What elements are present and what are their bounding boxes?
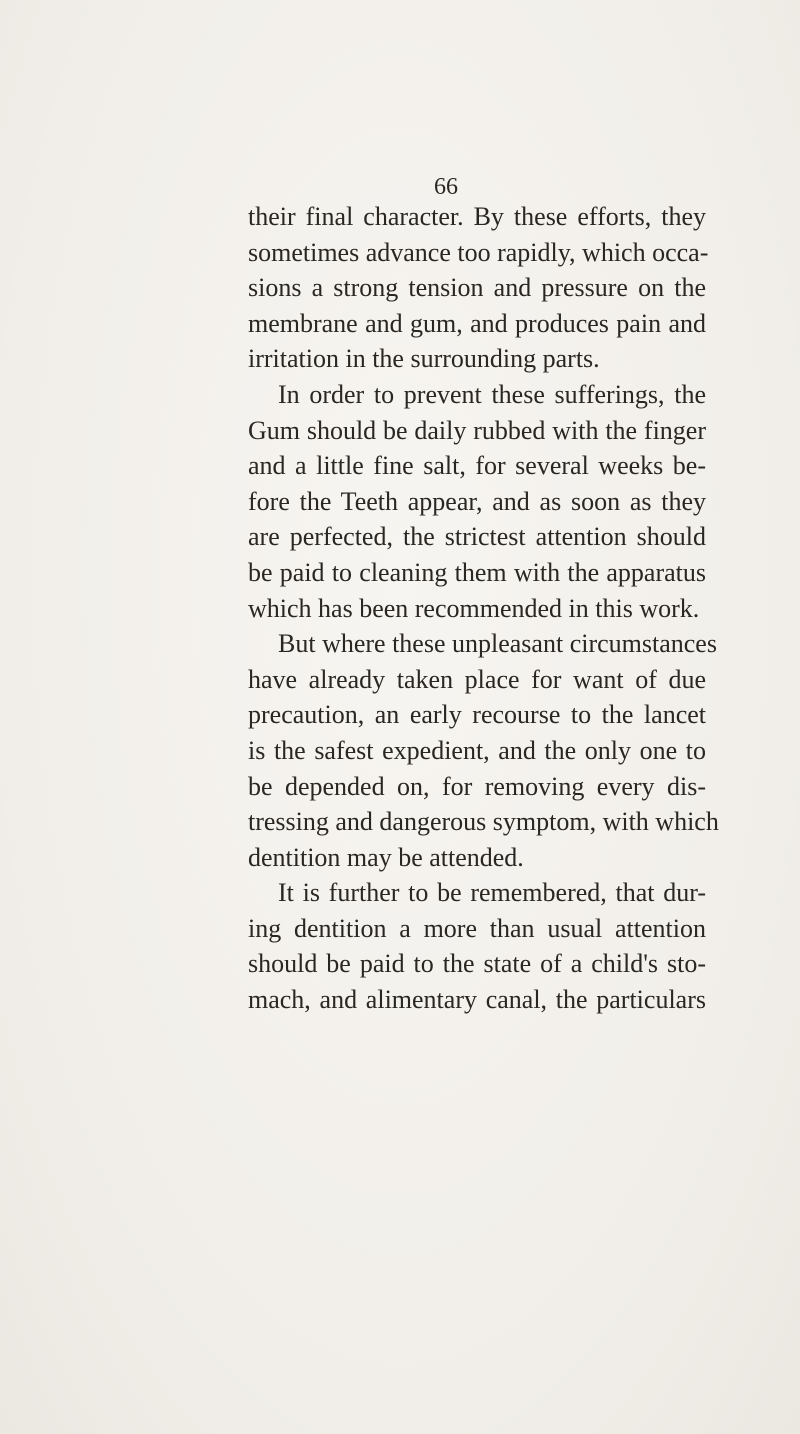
paragraph-start-line: It is further to be remembered, that dur- <box>278 878 706 908</box>
text-line: fore the Teeth appear, and as soon as they <box>248 486 706 516</box>
page-number: 66 <box>434 174 458 200</box>
text-line: which has been recommended in this work. <box>248 593 700 623</box>
body-text <box>248 199 719 1018</box>
text-line: irritation in the surrounding parts. <box>248 344 600 374</box>
text-line: tressing and dangerous symptom, with which <box>248 807 719 837</box>
text-line: mach, and alimentary canal, the particulars <box>248 985 706 1015</box>
text-line: Gum should be daily rubbed with the finger <box>248 415 706 445</box>
text-line: and a little fine salt, for several weeks be- <box>248 451 706 481</box>
text-line: sions a strong tension and pressure on the <box>248 273 706 303</box>
text-line: dentition may be attended. <box>248 842 524 872</box>
text-line: precaution, an early recourse to the lancet <box>248 700 706 730</box>
text-line: is the safest expedient, and the only one to <box>248 735 706 765</box>
text-line: membrane and gum, and produces pain and <box>248 308 706 338</box>
text-line: their final character. By these efforts, they <box>248 202 706 231</box>
text-line: sometimes advance too rapidly, which occa- <box>248 237 709 267</box>
text-line: be depended on, for removing every dis- <box>248 771 706 801</box>
text-line: be paid to cleaning them with the apparatus <box>248 557 706 587</box>
text-line: have already taken place for want of due <box>248 664 706 694</box>
text-line: should be paid to the state of a child's sto- <box>248 949 706 979</box>
paragraph-start-line: But where these unpleasant circumstances <box>278 629 717 659</box>
text-line: ing dentition a more than usual attention <box>248 913 706 943</box>
paragraph-start-line: In order to prevent these sufferings, the <box>278 379 706 409</box>
text-line: are perfected, the strictest attention should <box>248 522 706 552</box>
